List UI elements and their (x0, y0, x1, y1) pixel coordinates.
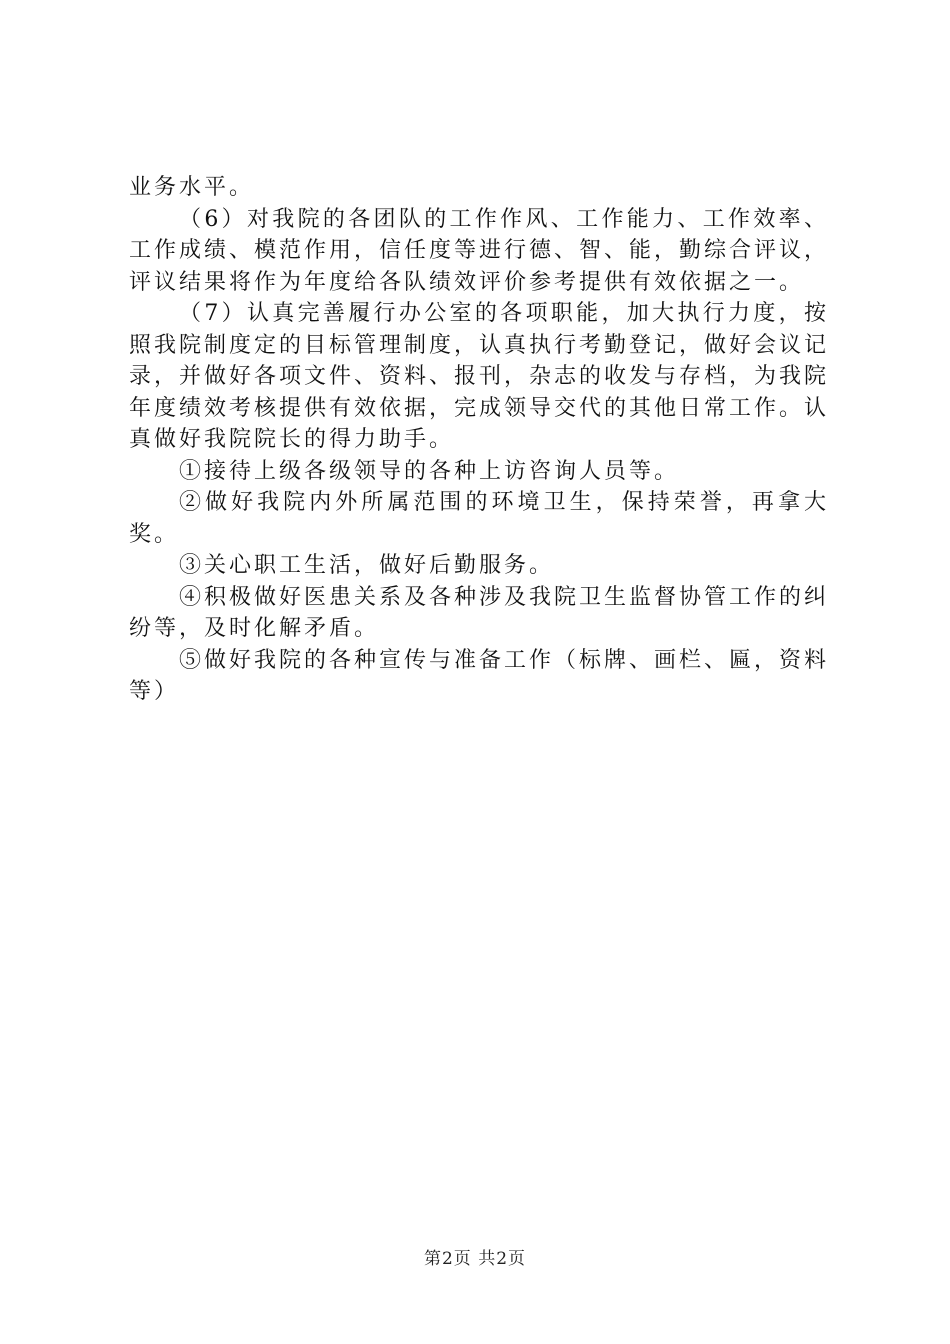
page-number-footer: 第2页 共2页 (423, 1249, 527, 1269)
paragraph-subitem-3: ③关心职工生活，做好后勤服务。 (179, 553, 555, 578)
paragraph-subitem-2: ②做好我院内外所属范围的环境卫生，保持荣誉，再拿大奖。 (129, 490, 829, 547)
paragraph-subitem-1: ①接待上级各级领导的各种上访咨询人员等。 (179, 458, 680, 484)
paragraph-subitem-5: ⑤做好我院的各种宣传与准备工作（标牌、画栏、匾，资料等） (129, 647, 830, 704)
paragraph-subitem-4: ④积极做好医患关系及各种涉及我院卫生监督协管工作的纠纷等，及时化解矛盾。 (129, 584, 830, 641)
paragraph-item-7: （7）认真完善履行办公室的各项职能，加大执行力度，按照我院制度定的目标管理制度，认真执行考勤登记，做好会议记录，并做好各项文件、资料、报刊，杂志的收发与存档，为我院年度绩效考核提供有效依据，完成领导交代的其他日常工作。认真做好我院院长的得力助手。 (129, 301, 830, 452)
document-body (129, 172, 829, 708)
paragraph-continuation: 业务水平。 (129, 175, 255, 200)
paragraph-item-6: （6）对我院的各团队的工作作风、工作能力、工作效率、工作成绩、模范作用，信任度等进行德、智、能，勤综合评议，评议结果将作为年度给各队绩效评价参考提供有效依据之一。 (129, 206, 830, 295)
